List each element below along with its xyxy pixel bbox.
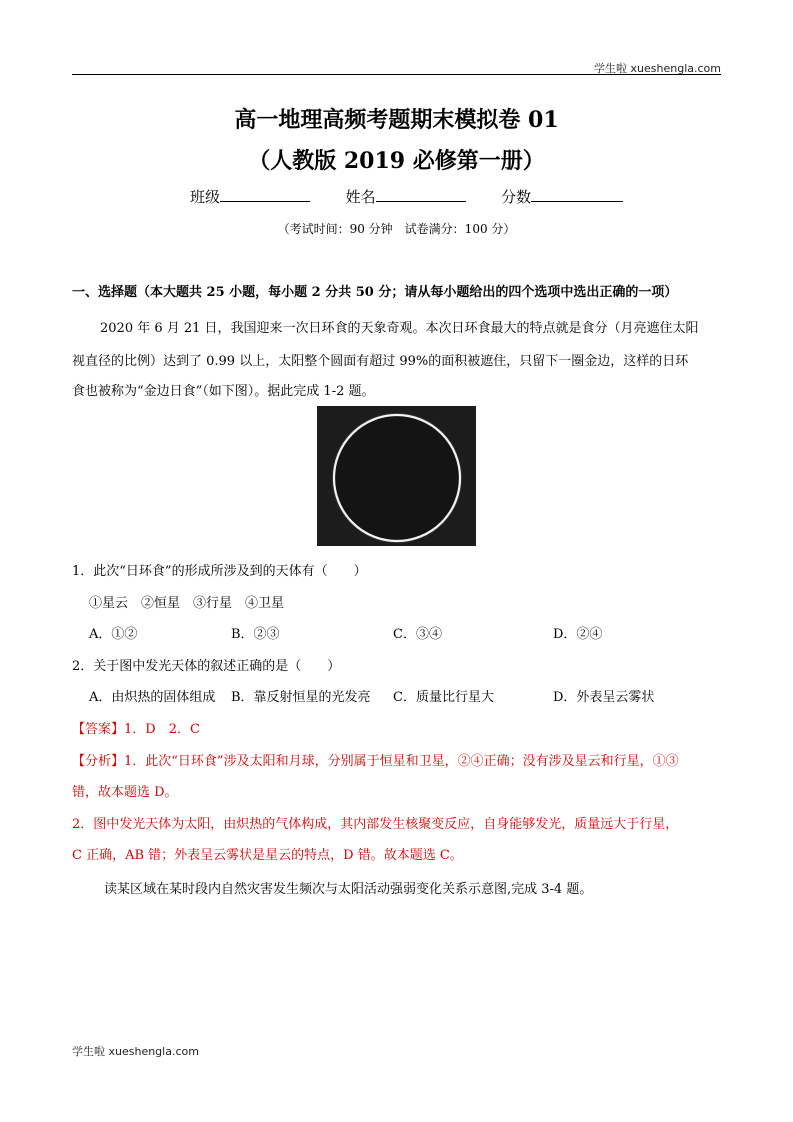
eclipse-photo (317, 406, 476, 546)
q1-option-b[interactable]: B．②③ (231, 627, 280, 642)
q1-option-c[interactable]: C．③④ (393, 627, 442, 642)
intro-line: 视直径的比例）达到了 0.99 以上，太阳整个圆面有超过 99%的面积被遮住，只留下一圈金边，这样的日环 (72, 354, 689, 369)
question-1-items: ①星云 ②恒星 ③行星 ④卫星 (89, 596, 285, 611)
q2-option-d[interactable]: D．外表呈云雾状 (553, 690, 655, 705)
next-question-intro: 读某区域在某时段内自然灾害发生频次与太阳活动强弱变化关系示意图,完成 3-4 题。 (104, 882, 593, 897)
analysis-line: 错，故本题选 D。 (72, 785, 178, 800)
header-divider (72, 74, 721, 75)
q2-option-b[interactable]: B．靠反射恒星的光发亮 (231, 690, 371, 705)
score-field[interactable] (531, 187, 623, 202)
question-2-stem: 2．关于图中发光天体的叙述正确的是（ ） (72, 659, 341, 674)
analysis-line: 2．图中发光天体为太阳，由炽热的气体构成，其内部发生核聚变反应，自身能够发光，质量远大于行星， (72, 817, 679, 832)
student-info-fields (190, 186, 623, 207)
annular-eclipse-ring (317, 406, 476, 546)
q1-option-a[interactable]: A．①② (89, 627, 138, 642)
footer-site-label: 学生啦 xueshengla.com (72, 1045, 199, 1058)
q2-option-a[interactable]: A．由炽热的固体组成 (89, 690, 216, 705)
name-label: 姓名 (345, 188, 376, 206)
q1-option-d[interactable]: D．②④ (553, 627, 603, 642)
q2-option-c[interactable]: C．质量比行星大 (393, 690, 494, 705)
answer-line: 【答案】1．D 2．C (72, 722, 200, 737)
exam-info: （考试时间：90 分钟 试卷满分：100 分） (277, 222, 516, 236)
name-field[interactable] (376, 187, 466, 202)
page-title: 高一地理高频考题期末模拟卷 01 (234, 107, 559, 133)
analysis-line: 【分析】1．此次“日环食”涉及太阳和月球，分别属于恒星和卫星，②④正确；没有涉及星云和行星，①③ (72, 754, 679, 769)
section-heading: 一、选择题（本大题共 25 小题，每小题 2 分共 50 分；请从每小题给出的四个选项中选出正确的一项） (72, 285, 678, 300)
analysis-line: C 正确，AB 错；外表呈云雾状是星云的特点，D 错。故本题选 C。 (72, 848, 463, 863)
header-site-label: 学生啦 xueshengla.com (594, 62, 721, 75)
class-field[interactable] (220, 187, 310, 202)
page-subtitle: （人教版 2019 必修第一册） (248, 148, 545, 174)
intro-line: 食也被称为“金边日食”（如下图）。据此完成 1-2 题。 (72, 384, 375, 399)
score-label: 分数 (501, 188, 532, 206)
class-label: 班级 (190, 188, 221, 206)
intro-line: 2020 年 6 月 21 日，我国迎来一次日环食的天象奇观。本次日环食最大的特点就是食分（月亮遮住太阳 (100, 321, 699, 336)
question-1-stem: 1．此次“日环食”的形成所涉及到的天体有（ ） (72, 564, 367, 579)
